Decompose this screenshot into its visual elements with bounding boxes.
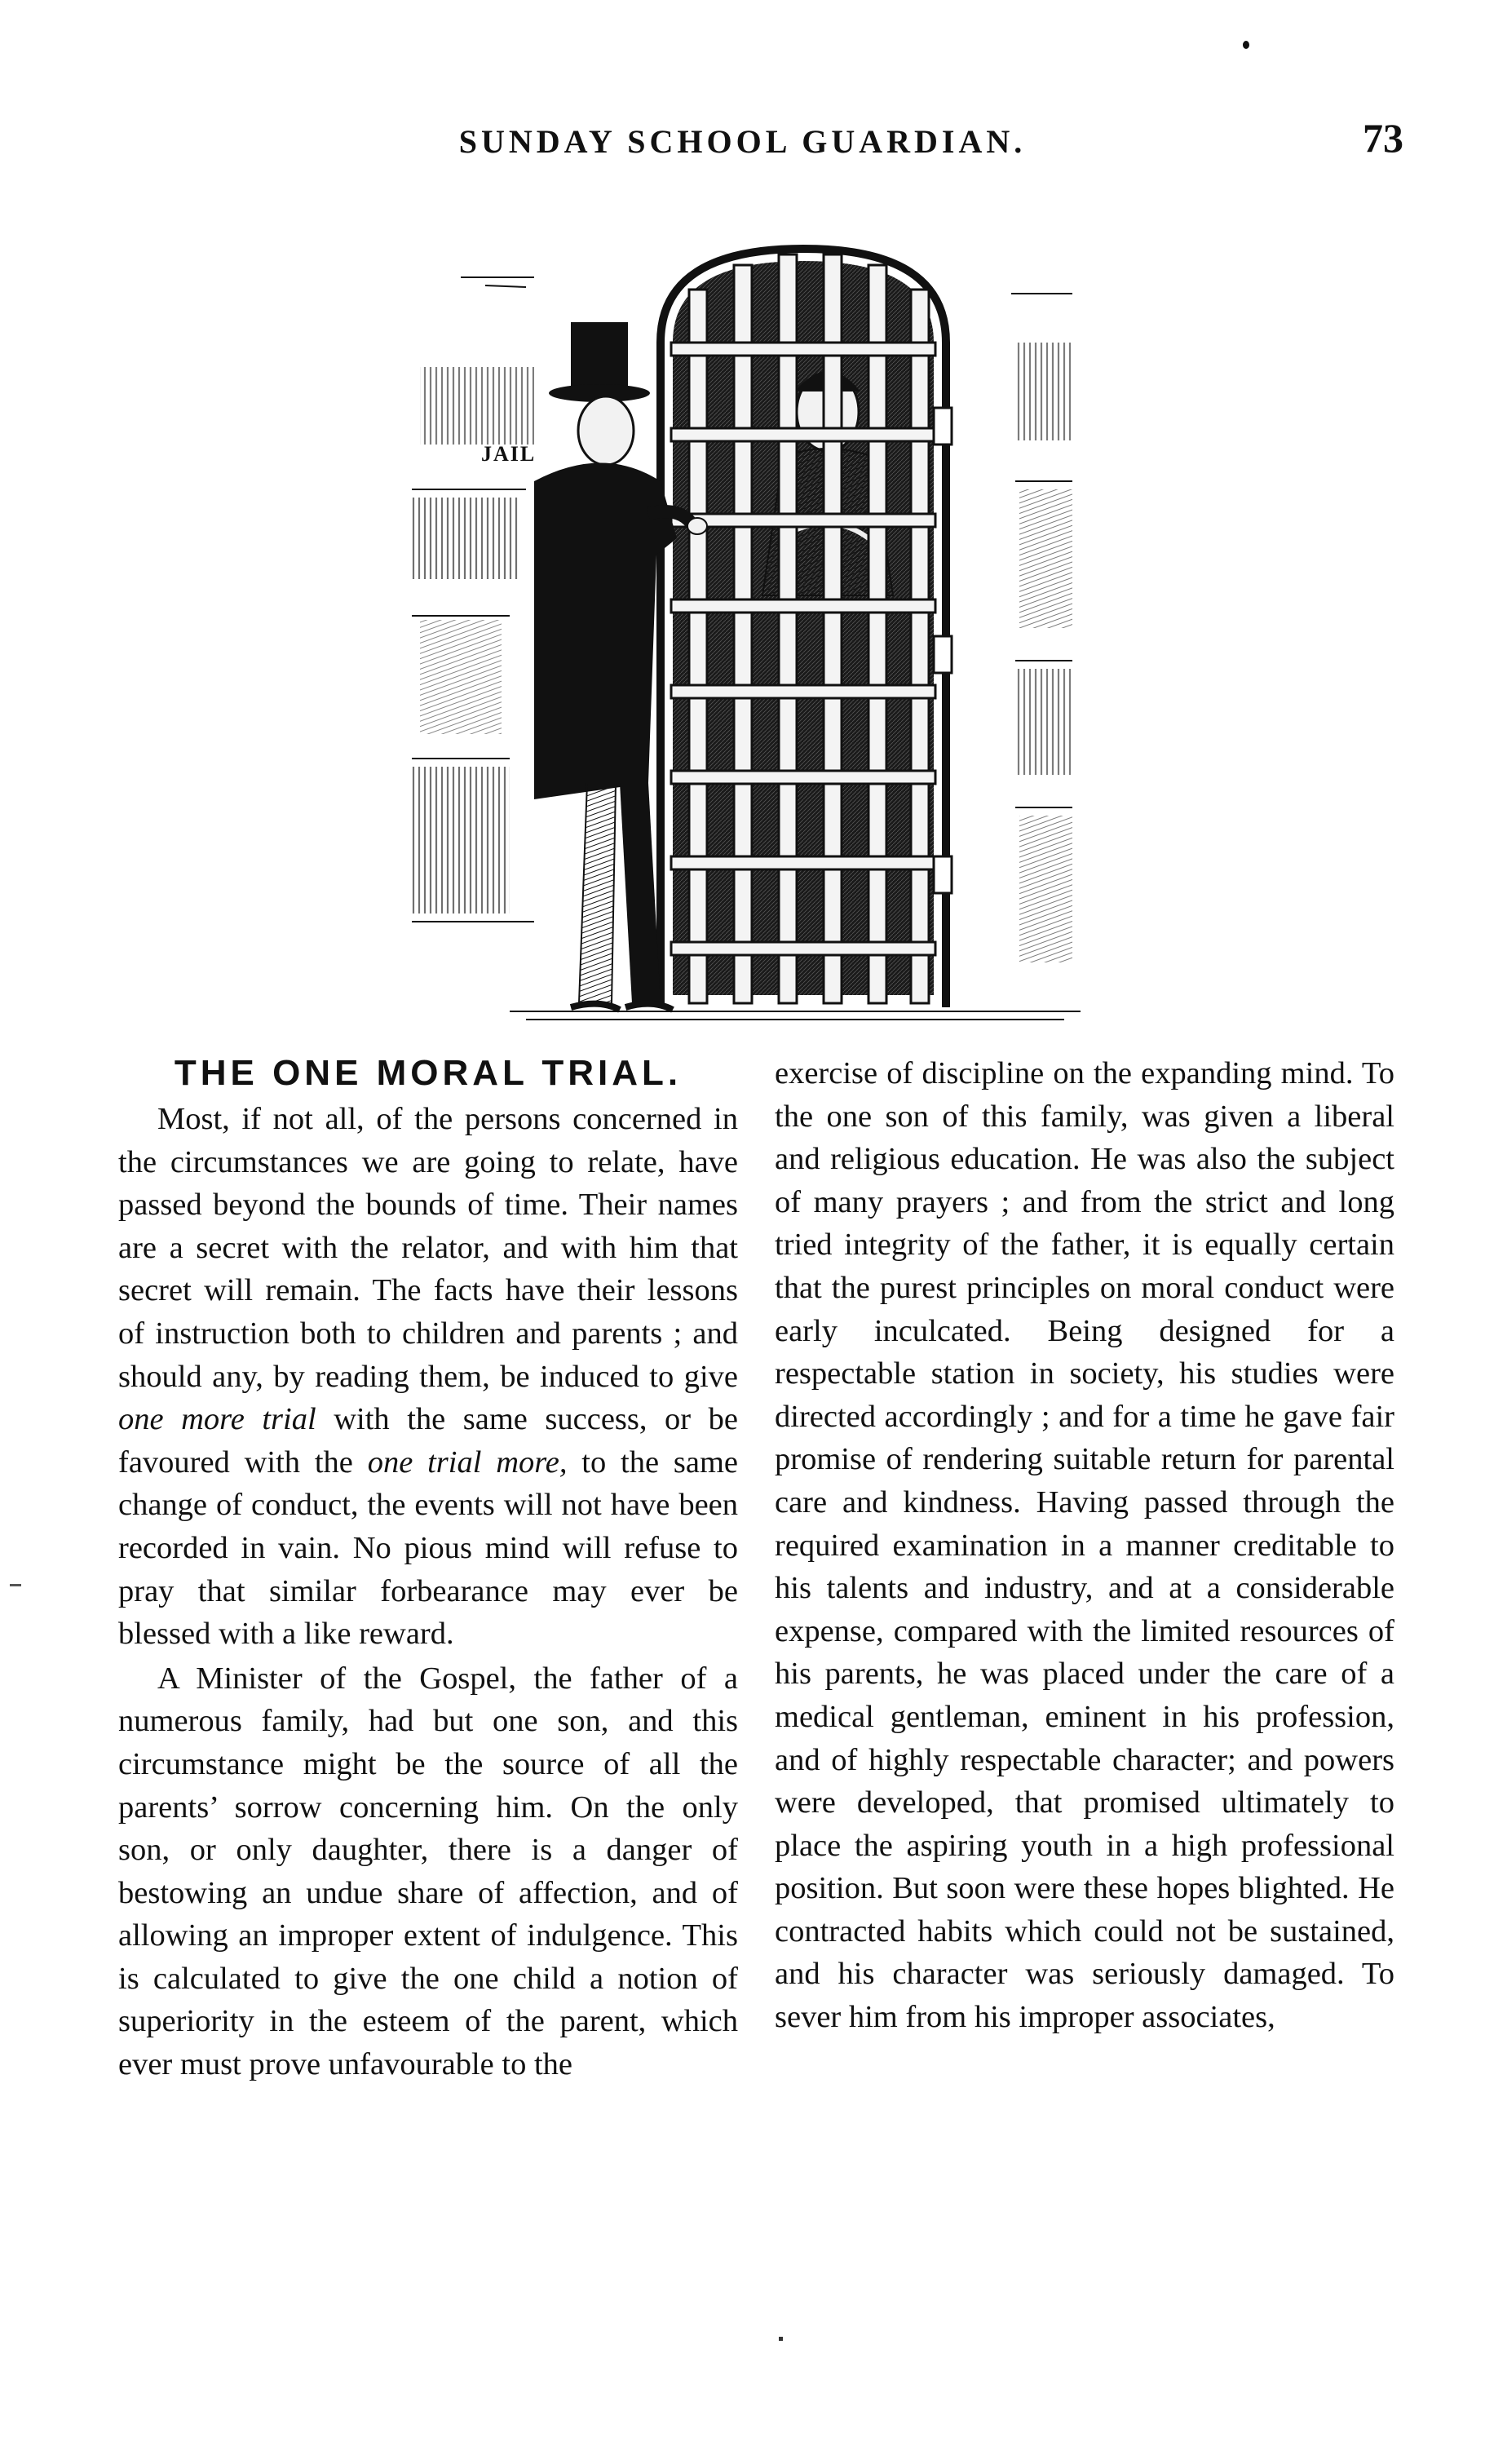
running-head: SUNDAY SCHOOL GUARDIAN. [458, 123, 1027, 160]
paragraph-2: A Minister of the Gospel, the father of a numerous family, had but one son, and this circumstance might be the source of all the parents’ sorrow concerning him. On the only son, or only daughter, there is a danger of bestowing an undue share of affection, and of allowing an improper extent of indulgence. This is calculated to give the one child a notion of superiority in the esteem of the parent, which ever must prove unfavourable to the [118, 1661, 738, 2082]
ink-speck [1243, 41, 1249, 49]
emphasis-one-trial-more: one trial more, [367, 1444, 568, 1480]
stone-wall-right [1011, 294, 1072, 962]
print-mark [779, 2337, 783, 2341]
left-column [118, 1052, 738, 2086]
stone-wall-left [412, 277, 537, 922]
emphasis-one-more-trial: one more trial [118, 1402, 316, 1437]
margin-mark [10, 1584, 21, 1586]
floor-shading [510, 1011, 1081, 1020]
page-number: 73 [1363, 115, 1403, 161]
cell-interior [673, 261, 934, 995]
prison-door-engraving [412, 245, 1081, 1028]
article-title: THE ONE MORAL TRIAL. [174, 1053, 683, 1093]
paragraph-1-text-a: Most, if not all, of the persons concerned in the circumstances we are going to relate, have passed beyond the bounds of time. Their names are a secret with the relator, and with him that secret will remain. The facts have their lessons of instruction both to children and parents ; and should any, by reading them, be induced to give [118, 1102, 738, 1394]
paragraph-1-text-c: to the same change of conduct, the events will not have been recorded in vain. No pious mind will refuse to pray that similar forbearance may ever be blessed with a like reward. [118, 1444, 738, 1652]
paragraph-1 [118, 1098, 738, 1656]
paragraph-2-continued: exercise of discipline on the expanding mind. To the one son of this family, was given a liberal and religious education. He was also the subject of many prayers ; and from the strict and long tried integrity of the father, it is equally certain that the purest principles on moral conduct were early inculcated. Being designed for a respectable station in society, his studies were directed accordingly ; and for a time he gave fair promise of rendering suitable return for parental care and kindness. Having passed through the required examination in a manner creditable to his talents and industry, and at a considerable expense, compared with the limited resources of his parents, he was placed under the care of a medical gentleman, eminent in his profession, and of highly respectable character; and powers were developed, that promised ultimately to place the aspiring youth in a high professional position. But soon were these hopes blighted. He contracted habits which could not be sustained, and his character was seriously damaged. To sever him from his improper associates, [775, 1056, 1394, 2035]
paragraph-1-text-b: with the same success, or be favoured with the [118, 1402, 738, 1480]
right-column [775, 1052, 1394, 2039]
jail-sign-text: JAIL [481, 442, 537, 466]
